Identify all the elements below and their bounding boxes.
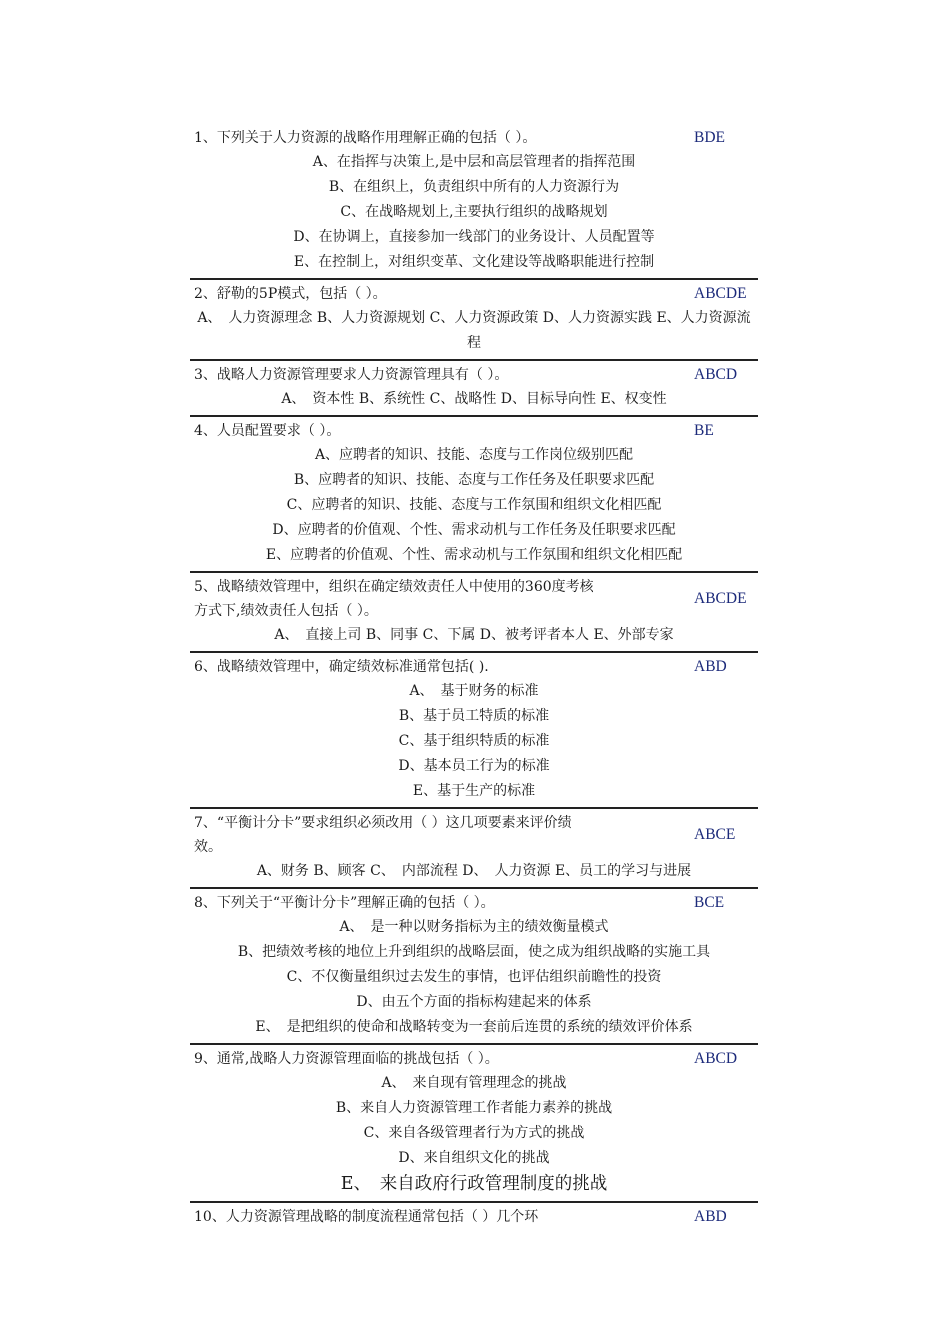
option-c: C、基于组织特质的标准 <box>398 733 550 749</box>
option-e: E、应聘者的价值观、个性、需求动机与工作氛围和组织文化相匹配 <box>265 547 683 563</box>
option-a: A、 是一种以财务指标为主的绩效衡量模式 <box>339 919 609 935</box>
answer-key: BE <box>694 422 714 439</box>
option-a: A、在指挥与决策上,是中层和高层管理者的指挥范围 <box>312 154 636 170</box>
question-item <box>190 1203 758 1232</box>
question-item <box>190 653 758 809</box>
question-list <box>190 124 758 1232</box>
options-line: A、财务 B、顾客 C、 内部流程 D、 人力资源 E、员工的学习与进展 <box>256 863 692 879</box>
options-line: A、 资本性 B、系统性 C、战略性 D、目标导向性 E、权变性 <box>281 391 667 407</box>
answer-key: ABD <box>694 658 727 675</box>
option-a: A、 来自现有管理理念的挑战 <box>381 1075 567 1091</box>
option-d: D、应聘者的价值观、个性、需求动机与工作任务及任职要求匹配 <box>272 522 676 538</box>
question-item <box>190 417 758 573</box>
option-a: A、应聘者的知识、技能、态度与工作岗位级别匹配 <box>314 447 634 463</box>
question-item <box>190 361 758 417</box>
answer-key: ABCD <box>694 1050 738 1067</box>
question-stem: 5、战略绩效管理中，组织在确定绩效责任人中使用的360度考核方式下,绩效责任人包括（ ）。 <box>194 579 594 619</box>
question-item <box>190 889 758 1045</box>
option-b: B、来自人力资源管理工作者能力素养的挑战 <box>335 1100 613 1116</box>
answer-key: ABD <box>694 1208 727 1225</box>
options-line: A、 直接上司 B、同事 C、下属 D、被考评者本人 E、外部专家 <box>274 627 674 643</box>
question-stem: 2、舒勒的5P模式，包括（ ）。 <box>194 286 387 302</box>
question-stem: 4、人员配置要求（ ）。 <box>194 423 341 439</box>
question-stem: 10、人力资源管理战略的制度流程通常包括（ ）几个环 <box>194 1209 539 1225</box>
answer-key: BCE <box>694 894 725 911</box>
option-c: C、在战略规划上,主要执行组织的战略规划 <box>340 204 608 220</box>
options-line: A、 人力资源理念 B、人力资源规划 C、人力资源政策 D、人力资源实践 E、人力资源流程 <box>197 310 751 351</box>
option-d: D、来自组织文化的挑战 <box>398 1150 550 1166</box>
question-item <box>190 124 758 280</box>
answer-key: ABCDE <box>694 590 747 607</box>
option-b: B、应聘者的知识、技能、态度与工作任务及任职要求匹配 <box>293 472 655 488</box>
option-e: E、基于生产的标准 <box>412 783 536 799</box>
question-stem: 8、下列关于“平衡计分卡”理解正确的包括（ ）。 <box>194 895 495 911</box>
option-b: B、在组织上，负责组织中所有的人力资源行为 <box>328 179 620 195</box>
option-c: C、应聘者的知识、技能、态度与工作氛围和组织文化相匹配 <box>286 497 662 513</box>
option-c: C、不仅衡量组织过去发生的事情，也评估组织前瞻性的投资 <box>286 969 662 985</box>
answer-key: BDE <box>694 129 725 146</box>
question-item <box>190 1045 758 1203</box>
question-stem: 7、“平衡计分卡”要求组织必须改用（ ）这几项要素来评价绩效。 <box>194 815 572 855</box>
option-e: E、 是把组织的使命和战略转变为一套前后连贯的系统的绩效评价体系 <box>255 1019 693 1035</box>
answer-key: ABCDE <box>694 285 747 302</box>
question-stem: 1、下列关于人力资源的战略作用理解正确的包括（ ）。 <box>194 130 537 146</box>
option-d: D、由五个方面的指标构建起来的体系 <box>356 994 592 1010</box>
question-item <box>190 809 758 889</box>
option-b: B、把绩效考核的地位上升到组织的战略层面，使之成为组织战略的实施工具 <box>237 944 711 960</box>
option-b: B、基于员工特质的标准 <box>398 708 550 724</box>
answer-key: ABCD <box>694 366 738 383</box>
question-stem: 6、战略绩效管理中，确定绩效标准通常包括( ). <box>194 659 489 675</box>
answer-key: ABCE <box>694 826 736 843</box>
option-e: E、 来自政府行政管理制度的挑战 <box>340 1174 608 1194</box>
option-a: A、 基于财务的标准 <box>409 683 539 699</box>
question-item <box>190 280 758 361</box>
question-stem: 9、通常,战略人力资源管理面临的挑战包括（ ）。 <box>194 1051 499 1067</box>
question-item <box>190 573 758 653</box>
question-stem: 3、战略人力资源管理要求人力资源管理具有（ ）。 <box>194 367 509 383</box>
option-d: D、在协调上，直接参加一线部门的业务设计、人员配置等 <box>293 229 655 245</box>
option-e: E、在控制上，对组织变革、文化建设等战略职能进行控制 <box>293 254 655 270</box>
option-d: D、基本员工行为的标准 <box>398 758 550 774</box>
option-c: C、来自各级管理者行为方式的挑战 <box>363 1125 585 1141</box>
